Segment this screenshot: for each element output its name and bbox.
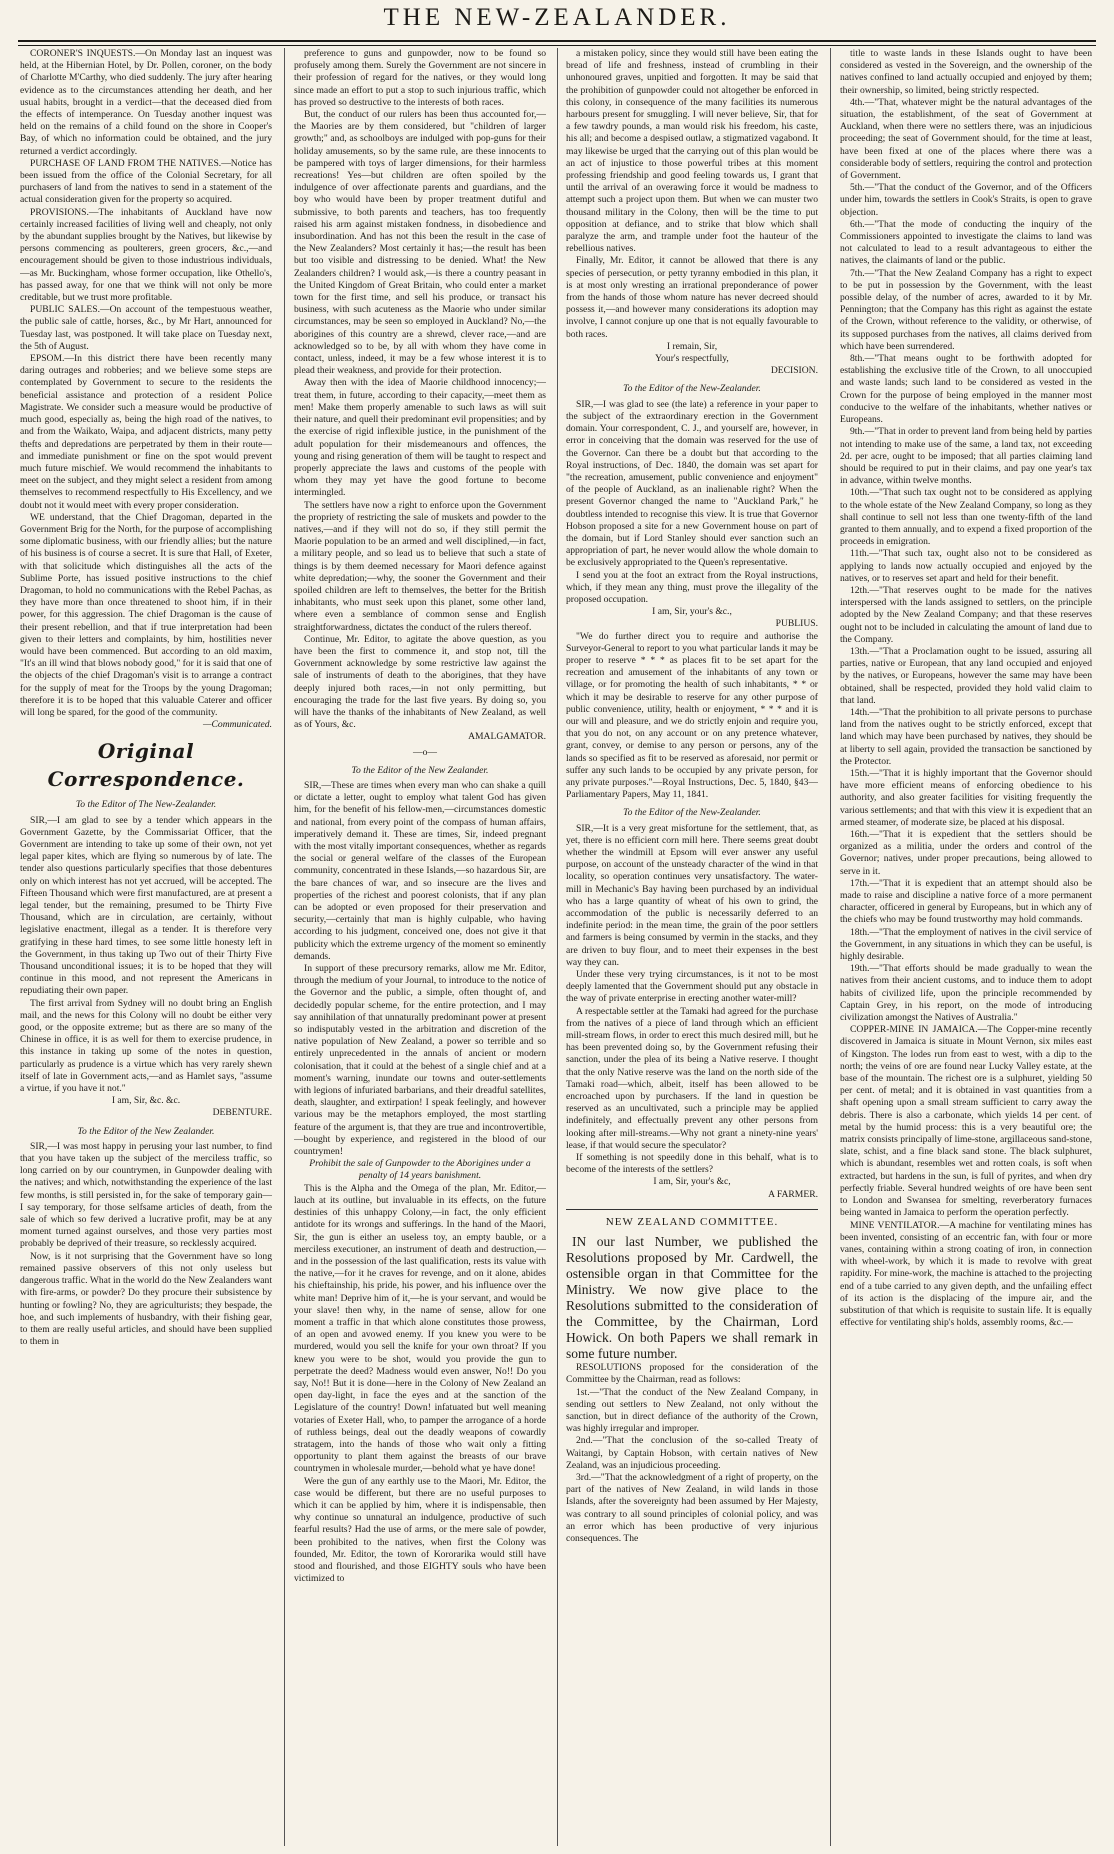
column-2 bbox=[294, 48, 546, 1848]
resolution-item: 12th.—"That reserves ought to be made for the natives interspersed with the lands assigned to settlers, on the principle adopted by the New Zealand Company; and that these reserves ought not to be included in calculating the amount of land due to the Company. bbox=[840, 584, 1092, 645]
resolution-item: 17th.—"That it is expedient that an attempt should also be made to raise and discipline a native force of a more permanent character, officered in general by Europeans, but in which any of the chiefs who may be found trustworthy may hold commands. bbox=[840, 877, 1092, 926]
letter-paragraph: SIR,—These are times when every man who can shake a quill or dictate a letter, ought to employ what talent God has given him, for the benefit of his fellow-men,—circumstances domestic and national, from every point of the compass of human affairs, imperatively demand it. These are times, Sir, indeed pregnant with the most vitally important consequences, whether as regards the social or general welfare of the classes of the European community, concentrated in these Islands,—so hazardous Sir, are the bare chances of war, and so insecure are the lives and properties of the richest and poorest colonists, that if any plan can be adopted or even proposed for their preservation and security,—certainly that man is highly culpable, who having according to his judgment, conceived one, does not give it that publicity which the extreme urgency of the moment so eminently demands. bbox=[294, 779, 546, 962]
letter-heading: To the Editor of the New Zealander. bbox=[351, 764, 489, 776]
resolution-item: 3rd.—"That the acknowledgment of a right of property, on the part of the natives of New Zealand, in wild lands in those Islands, after the sovereignty had been assumed by Her Majesty, was contrary to all sound principles of colonial policy, and was an error which has been productive of very injurious consequences. The bbox=[566, 1471, 818, 1544]
letter-closing: I am, Sir, your's &c, bbox=[653, 1176, 731, 1188]
resolution-item: 6th.—"That the mode of conducting the inquiry of the Commissioners appointed to investigate the claims to land was not calculated to lead to a result advantageous to either the natives, the claimants of land or the public. bbox=[840, 218, 1092, 267]
resolution-item: 15th.—"That it is highly important that the Governor should have more efficient means of enforcing obedience to his authority, and also greater facilities for visiting frequently the various settlements; and that with this view it is expedient that an armed steamer, of moderate size, be placed at his disposal. bbox=[840, 767, 1092, 828]
resolution-item: 16th.—"That it is expedient that the settlers should be organized as a militia, under the orders and control of the Governor; natives, under proper precautions, being allowed to serve in it. bbox=[840, 829, 1092, 877]
resolution-item: 4th.—"That, whatever might be the natural advantages of the situation, the establishment, of the seat of Government at Auckland, when there were no settlers there, was an injudicious proceeding; the seat of Government should, for the time at least, have been fixed at one of the places where there was a considerable body of settlers, requiring the control and protection of Government. bbox=[840, 96, 1092, 182]
resolution-item: 10th.—"That such tax ought not to be considered as applying to the whole estate of the New Zealand Company, so long as they shall continue to sell not less than one twenty-fifth of the land granted to them annually, and to expend a fixed proportion of the proceeds in emigration. bbox=[840, 487, 1092, 548]
resolution-item: 7th.—"That the New Zealand Company has a right to expect to be put in possession by the Government, with the least possible delay, of the number of acres, awarded to it by Mr. Pennington; that the Company has this right as against the estate of the Crown, without reference to the validity, or otherwise, of its supposed purchases from the natives, all claims derived from which have been surrendered. bbox=[840, 267, 1092, 352]
letter-paragraph: Now, is it not surprising that the Government have so long remained passive observers of this not only useless but dangerous traffic. What in the world do the New Zealanders want with fire-arms, or powder? Do they procure their subsistence by hunting or fowling? No, they are agriculturists; they bespade, the hoe, and such implements of husbandry, with their fishing gear, to them are really useful articles, and should have been supplied to them in bbox=[20, 1250, 272, 1348]
resolution-item: 8th.—"That means ought to be forthwith adopted for establishing the exclusive title of the Crown, to all unoccupied and waste lands; such land to be considered as vested in the Crown for the purpose of being employed in the manner most conducive to the welfare of the inhabitants, whether natives or Europeans. bbox=[840, 353, 1092, 426]
letter-closing: Your's respectfully, bbox=[655, 353, 729, 365]
letter-heading: To the Editor of The New-Zealander. bbox=[75, 799, 217, 811]
letter-paragraph: But, the conduct of our rulers has been thus accounted for,—the Maories are by them considered, but "children of larger growth;" and, as schoolboys are indulged with pop-guns for their holiday amusements, so by the same rule, are these innocents to be pampered with toys of larger dimensions, for their harmless recreations! Yes—but children are often spoiled by the indulgence of over affectionate parents and guardians, and the boy who would have been by proper treatment dutiful and submissive, to both parents and teachers, has too frequently raised his arm against mistaken fondness, in disobedience and insubordination. And has not this been the result in the case of the New Zealanders? Most certainly it has;—the result has been but too visible and distressing to be denied. What! the New Zealanders children? I would ask,—is there a country peasant in the United Kingdom of Great Britain, who could enter a market town for the first time, and sell his produce, or transact his business, with such acuteness as the Maorie who under similar circumstances, may be seen so employed in Auckland? No,—the aborigines of this country are a shrewd, clever race,—and are acknowledged so to be, by all with whom they have come in contact, unless, indeed, it may be a few whose interest it is to plead their weakness, and provide for their protection. bbox=[294, 109, 546, 377]
masthead: THE NEW-ZEALANDER. bbox=[383, 4, 731, 31]
letter-emphasis: Prohibit the sale of Gunpowder to the Aborigines under a penalty of 14 years banishment. bbox=[309, 1158, 531, 1182]
section-title-new-zealand-committee: NEW ZEALAND COMMITTEE. bbox=[566, 1209, 818, 1228]
resolution-item: 19th.—"That efforts should be made gradually to wean the natives from their ancient customs, and to induce them to adopt habits of civilized life, upon the principle recommended by Captain Grey, in his report, on the mode of introducing civilization amongst the Natives of Australia." bbox=[840, 963, 1092, 1024]
resolution-item: 5th.—"That the conduct of the Governor, and of the Officers under him, towards the settlers in Cook's Straits, is open to grave objection. bbox=[840, 182, 1092, 218]
divider: —o— bbox=[413, 746, 437, 758]
letter-paragraph: SIR,—I was glad to see (the late) a reference in your paper to the subject of the extraordinary erection in the Government domain. Your correspondent, C. J., and yourself are, however, in error in conceiving that the domain was reserved for the use of the Governor. Can there be a doubt but that according to the Royal instructions, of Dec. 1840, the domain was set apart for "the recreation, amusement, public convenience and enjoyment" of the people of Auckland, as an inalienable right? When the present Governor changed the name to "Auckland Park," he doubtless intended to recognise this view. It is true that Governor Hobson proposed a site for a new Government house on part of the domain, but if Lord Stanley should ever sanction such an appropriation of part, he never would allow the whole domain to be exclusively appropriated to the Queen's representative. bbox=[566, 398, 818, 569]
letter-paragraph: SIR,—It is a very great misfortune for the settlement, that, as yet, there is no efficient corn mill here. There seems great doubt whether the windmill at Epsom will ever answer any useful purpose, on account of the unsteady character of the wind in that locality, so operation continues very unsatisfactory. The water-mill in Mechanic's Bay having been purchased by an individual who has a large quantity of wheat of his own to grind, the accommodation of the public is necessarily deferred to an indefinite period: in the mean time, the grain of the poor settlers and farmers is being consumed by vermin in the stacks, and they are driven to buy flour, and to meet their expenses in the best way they can. bbox=[566, 822, 818, 968]
committee-intro: IN our last Number, we published the Resolutions proposed by Mr. Cardwell, the ostensible organ in that Committee for the Ministry. We now give place to the Resolutions submitted to the consideration of the Committee, by the Chairman, Lord Howick. On both Papers we shall remark in some future number. bbox=[566, 1234, 818, 1362]
letter-paragraph: Were the gun of any earthly use to the Maori, Mr. Editor, the case would be different, but there are no useful purposes to which it can be applied by him, where it is indispensable, then why continue so unnatural an indulgence, productive of such fearful results? Had the use of arms, or the mere sale of powder, been prohibited to the natives, when first the Colony was founded, Mr. Editor, the town of Kororarika would still have stood and flourished, and those EIGHTY souls who have been victimized to bbox=[294, 1475, 546, 1585]
column-4 bbox=[840, 48, 1092, 1848]
letter-heading: To the Editor of the New-Zealander. bbox=[623, 807, 761, 819]
resolution-item: 14th.—"That the prohibition to all private persons to purchase land from the natives ought to be strictly enforced, except that land which may have been purchased by natives, they should be at liberty to sell again, provided the transaction be sanctioned by the Protector. bbox=[840, 706, 1092, 767]
column-rule bbox=[557, 48, 558, 1846]
resolution-item: 11th.—"That such tax, ought also not to be considered as applying to lands now actually occupied and enjoyed by the natives, or to reserves set apart and held for their benefit. bbox=[840, 548, 1092, 584]
letter-paragraph: I send you at the foot an extract from the Royal instructions, which, if they mean any thing, must prove the illegality of the proposed occupation. bbox=[566, 569, 818, 605]
letter-paragraph: The first arrival from Sydney will no doubt bring an English mail, and the news for this Colony will no doubt be either very good, or the opposite extreme; but as there are so many of the Chinese in office, it is as well for them to exercise prudence, in this instance in taking up some of the notes in question, particularly as prudence is a virtue which has very rarely shewn itself of late in Government acts,—and as Hamlet says, "assume a virtue, if you have it not." bbox=[20, 997, 272, 1095]
letter-paragraph: Finally, Mr. Editor, it cannot be allowed that there is any species of persecution, or petty tyranny embodied in this plan, it is at most only wresting an irrational preponderance of power from the hands of those whom nature has never decreed should possess it,—and however many considerations its adoption may involve, I cannot conjure up one that is not equally favourable to both races. bbox=[566, 255, 818, 340]
letter-paragraph: SIR,—I am glad to see by a tender which appears in the Government Gazette, by the Commissariat Officer, that the Government are intending to take up some of their own, not yet legal paper kites, which are flying so numerous by of late. The tender also questions particularly specifies that those debentures only on which interest has not yet accrued, will be accepted. The Fifteen Thousand which were first manufactured, are at present a legal tender, but the remaining, presumed to be Thirty Five Thousand, which are in circulation, are certainly, without legislative enactment, illegal as a tender. It is therefore very gratifying in these hard times, to see some little honesty left in the Government, in thus taking up Two out of their Thirty Five Thousand unconditional issues; it is to be hoped that they will continue in this mood, and not represent the Americans in repudiating their own paper. bbox=[20, 814, 272, 997]
letter-paragraph: Under these very trying circumstances, is it not to be most deeply lamented that the Government should put any obstacle in the way of private enterprise in erecting another water-mill? bbox=[566, 969, 818, 1005]
letter-closing: I am, Sir, &c. &c. bbox=[111, 1095, 181, 1107]
resolution-item: title to waste lands in these Islands ought to have been considered as vested in the Sovereign, and the ownership of the natives confined to land actually occupied and enjoyed by them; their ownership, so limited, being strictly respected. bbox=[840, 48, 1092, 96]
letter-paragraph: preference to guns and gunpowder, now to be found so profusely among them. Surely the Government are not sincere in their profession of regard for the natives, or they would long since made an effort to put a stop to such injurious traffic, which has proved so destructive to the interests of both races. bbox=[294, 48, 546, 108]
article-signature: —Communicated. bbox=[202, 719, 272, 731]
column-rule bbox=[284, 48, 285, 1846]
letter-signature: DEBENTURE. bbox=[212, 1107, 272, 1119]
article-chief-dragoman: WE understand, that the Chief Dragoman, departed in the Government Brig for the North, for the purpose of accomplishing some diplomatic business, with our friendly allies; but the nature of his business is of course a secret. It is sure that Hall, of Exeter, with that solicitude which distinguishes all the acts of the Sublime Porte, has issued positive instructions to the chief Dragoman, to hold no communications with the Rebel Pachas, as they have more than once threatened to shoot him, if in their power, for this aggression. The chief Dragoman is the cause of their present rebellion, and that if true interpretation had been given to their letters and complaints, by him, hostilities never would have been commenced. But according to an old maxim, "It's an ill wind that blows nobody good," for it is said that one of the objects of the chief Dragoman's visit is to arrange a contract for the supply of meat for the Troops by the young Dragoman; therefore it is to be hoped that this valuable Caterer and officer will long be spared, for the good of the community. bbox=[20, 511, 272, 718]
section-title-original-correspondence: Original Correspondence. bbox=[47, 739, 245, 792]
quoted-instructions: "We do further direct you to require and authorise the Surveyor-General to report to you what particular lands it may be proper to reserve * * * as places fit to be set apart for the recreation and amusement of the inhabitants of any town or village, or for promoting the health of such inhabitants, * * or which it may be desirable to reserve for any other purpose of public convenience, utility, health or enjoyment, * * * and it is our will and pleasure, and we do strictly enjoin and require you, that you do not, on any account or on any pretence whatever, grant, convey, or demise to any person or persons, any of the lands so specified as fit to be reserved as aforesaid, nor permit or suffer any such lands to be occupied by any private person, for any private purposes."—Royal Instructions, Dec. 5, 1840, §43—Parliamentary Papers, May 11, 1841. bbox=[566, 630, 818, 801]
letter-paragraph: Away then with the idea of Maorie childhood innocency;—treat them, in future, according to their capacity,—meet them as men! Make them properly amenable to such laws as will suit their nature, and quell their predominant evil propensities; and by the exercise of rigid inflexible justice, in the punishment of the adult population for their misdemeanours and offences, the young and rising generation of them will be taught to respect and properly appreciate the laws and customs of the people with whom they may yet have the good fortune to become intermingled. bbox=[294, 377, 546, 499]
letter-closing: I remain, Sir, bbox=[666, 340, 718, 352]
letter-paragraph: The settlers have now a right to enforce upon the Government the propriety of restricting the sale of muskets and powder to the natives,—and if they will not do so, if they still permit the Maorie population to be an armed and well disciplined,—in fact, a military people, and so lead us to believe that such a state of things is by them deemed necessary for Maori defence against white depredation;—why, the sooner the Government and their spoiled children are left to themselves, the better for the British inhabitants, who must seek upon this planet, some other land, where even a semblance of common sense and English straightforwardness, dictates the conduct of the rulers thereof. bbox=[294, 499, 546, 633]
resolution-item: 2nd.—"That the conclusion of the so-called Treaty of Waitangi, by Captain Hobson, with certain natives of New Zealand, was an injudicious proceeding. bbox=[566, 1435, 818, 1471]
article-provisions: PROVISIONS.—The inhabitants of Auckland have now certainly increased facilities of living well and cheaply, not only by the abundant supplies brought by the Natives, but likewise by persons commencing as poulterers, green grocers, &c.,—and encouragement should be given to those industrious individuals,—as Mr. Buckingham, whose former occupation, like Othello's, has passed away, for one that we think will not only be more creditable, but we trust more profitable. bbox=[20, 206, 272, 304]
letter-heading: To the Editor of the New Zealander. bbox=[77, 1125, 215, 1137]
letter-paragraph: This is the Alpha and the Omega of the plan, Mr. Editor,—lauch at its outline, but invaluable in its effects, on the future destinies of this unhappy Colony,—in fact, the only efficient antidote for its wrongs and sufferings. In the hand of the Maori, Sir, the gun is either an useless toy, an empty bauble, or a merciless executioner, an instrument of death and destruction,—and in the possession of the last qualification, rests its value with the native,—for it he craves for revenge, and on it alone, abides his chieftainship, his pride, his power, and his influence over the white man! Deprive him of it,—he is your servant, and would be your slave! then why, in the name of sense, allow for one moment a traffic in that which alone constitutes those prowess, of an open and avowed enemy. If you knew you were to be murdered, would you sell the knife for your own throat? If you knew you were to be shot, would you provide the gun to perpetrate the deed? Madness would even answer, No!! Do you say, No!! But it is done—here in the Colony of New Zealand an open day-light, in face the eyes and at the sanction of the Legislature of the country! Down! infatuated but well meaning votaries of Exeter Hall, who, to pamper the arrogance of a horde of ruthless beings, deal out the deadly weapons of cowardly stratagem, into the hands of those who wait only a fitting opportunity to plant them against the breasts of our brave countrymen in wholesale murder,—behold what ye have done! bbox=[294, 1182, 546, 1475]
resolutions-intro: RESOLUTIONS proposed for the consideration of the Committee by the Chairman, read as follows: bbox=[566, 1362, 818, 1386]
letter-heading: To the Editor of the New-Zealander. bbox=[623, 383, 761, 395]
letter-paragraph: In support of these precursory remarks, allow me Mr. Editor, through the medium of your Journal, to introduce to the notice of the Governor and the public, a simple, often thought of, and decidedly popular scheme, for the entire protection, and I may say annihilation of that unnaturally predominant power at present so indisputably vested in the arbitration and discretion of the native population of New Zealand, a power so terrible and so entirely unprecedented in the annals of ancient or modern colonisation, that it could at the behest of a single chief and at a moment's warning, inundate our towns and outer-settlements with legions of infuriated barbarians, and their dreadful satellites, death, slaughter, and extirpation! I speak feelingly, and however various may be the metaphors employed, the most startling feature of the argument is, that they are true and incontrovertible,—bought by experience, and registered in the blood of our countrymen! bbox=[294, 963, 546, 1158]
resolution-item: 13th.—"That a Proclamation ought to be issued, assuring all parties, native or European, that any land occupied and enjoyed by the natives, or Europeans, however the same may have been obtained, shall be respected, provided they hold valid claim to that land. bbox=[840, 645, 1092, 706]
column-3 bbox=[566, 48, 818, 1848]
column-1 bbox=[20, 48, 272, 1848]
letter-paragraph: If something is not speedily done in this behalf, what is to become of the interests of the settlers? bbox=[566, 1152, 818, 1176]
column-rule bbox=[830, 48, 831, 1846]
article-mine-ventilator: MINE VENTILATOR.—A machine for ventilating mines has been invented, consisting of an eccentric fan, with four or more vanes, containing within a strong coating of iron, in connection with wheel-work, by which it is made to revolve with great rapidity. For mine-work, the machine is attached to the projecting end of a tube carried to any given depth, and the unfailing effect of its action is the displacing of the impure air, and the substitution of that which is requisite to sustain life. It is equally effective for ventilating ship's holds, assembly rooms, &c.— bbox=[840, 1219, 1092, 1329]
resolution-item: 9th.—"That in order to prevent land from being held by parties not intending to make use of the same, a land tax, not exceeding 2d. per acre, ought to be imposed; that all parties claiming land should be required to put in their claims, and pay one year's tax in advance, within twelve months. bbox=[840, 426, 1092, 487]
article-epsom: EPSOM.—In this district there have been recently many daring outrages and robberies; and we believe some steps are contemplated by Government to secure to the residents the beneficial assistance and protection of a resident Police Magistrate. We consider such a measure would be productive of much good, especially as, being the high road of the natives, to and from the Waikato, Waipa, and adjacent districts, many petty thefts and depredations are perpetrated by them in their route—and immediate punishment or fine on the spot would prevent much future mischief. We would recommend the inhabitants to meet on the subject, and they might select a resident from among themselves to recommend respectfully to His Excellency, and we doubt not it would meet with every proper consideration. bbox=[20, 353, 272, 511]
letter-paragraph: SIR,—I was most happy in perusing your last number, to find that you have taken up the subject of the merciless traffic, so long carried on by our countrymen, in Gunpowder dealing with the natives; and which, notwithstanding the experience of the last few months, is still persisted in, for the sake of temporary gain—I say temporary, for those selfsame articles of death, from the sale of which so few derived a lucrative profit, may be at any moment turned against ourselves, and those very parties most probably be deprived of their treasure, so recklessly acquired. bbox=[20, 1140, 272, 1250]
article-copper-mine: COPPER-MINE IN JAMAICA.—The Copper-mine recently discovered in Jamaica is situate in Mount Vernon, six miles east of Kingston. The lodes run from east to west, with a dip to the north; the veins of ore are found near Lucky Valley estate, at the base of the mountain. The richest ore is a sulphuret, yielding 50 per cent. of metal; and it is obtained in vast quantities from a shaft opening upon a small stream sufficient to carry away the debris. There is also a carbonate, which yields 14 per cent. of metal by the humid process: this is a very beautiful ore; the matrix consists principally of lime-stone, argillaceous sand-stone, slate, schist, and a fine black sand stone. The black sulphuret, which is abundant, resembles wet and rotten coals, is soft when extracted, but hardens in the sun, is full of pyrites, and when dry perfectly friable. Several hundred weights of ore have been sent to London and Swansea for smelting, reverberatory furnaces being wanted in Jamaica to perform the operation perfectly. bbox=[840, 1024, 1092, 1219]
letter-signature: A FARMER. bbox=[768, 1188, 818, 1200]
letter-signature: AMALGAMATOR. bbox=[468, 731, 546, 743]
masthead-rule bbox=[18, 40, 1096, 46]
resolution-item: 18th.—"That the employment of natives in the civil service of the Government, in any situations in which they can be useful, is highly desirable. bbox=[840, 926, 1092, 963]
article-purchase-of-land: PURCHASE OF LAND FROM THE NATIVES.—Notice has been issued from the office of the Colonial Secretary, for all purchasers of land from the natives to send in a statement of the actual consideration given for the property so acquired. bbox=[20, 157, 272, 206]
letter-paragraph: a mistaken policy, since they would still have been eating the bread of life and freshness, instead of crumbling in their unhonoured graves, unpitied and forgotten. It may be said that the prohibition of gunpowder could not altogether be enforced in this colony, in consequence of the many facilities its numerous harbours present for smuggling. I will never believe, Sir, that for a few tawdry pounds, a man would risk his freedom, his caste, his all; and become a despised outlaw, a stigmatized vagabond. It may likewise be urged that the carrying out of this plan would be an act of injustice to those powerful tribes at this moment professing friendship and good feeling towards us, I grant that until the arrival of an overawing force it would be madness to attempt such a project upon them. But when we can muster two thousand military in the Colony, then will be the time to put opposition at defiance, and to strike that blow which shall paralyze the arm, and trample under foot the hauteur of the rebellious natives. bbox=[566, 48, 818, 255]
letter-signature: PUBLIUS. bbox=[775, 618, 818, 630]
article-coroners-inquests: CORONER'S INQUESTS.—On Monday last an inquest was held, at the Hibernian Hotel, by Dr. Pollen, coroner, on the body of Charlotte M'Carthy, who died suddenly. The jury after hearing evidence as to the circumstances attending her death, and her usual habits, brought in a verdict—that the deceased died from the effects of intemperance. On Tuesday another inquest was held on the remains of a child found on the shore in Cooper's Bay, of which no information could be obtained, and the jury returned a verdict accordingly. bbox=[20, 48, 272, 157]
letter-signature: DECISION. bbox=[770, 365, 818, 377]
letter-closing: I am, Sir, your's &c., bbox=[652, 606, 732, 618]
article-public-sales: PUBLIC SALES.—On account of the tempestuous weather, the public sale of cattle, horses, &c., by Mr Hart, announced for Tuesday last, was postponed. It will take place on Tuesday next, the 5th of August. bbox=[20, 304, 272, 352]
letter-paragraph: A respectable settler at the Tamaki had agreed for the purchase from the natives of a piece of land through which an efficient mill-stream flows, in order to erect this much desired mill, but he has been prevented doing so, by the Government refusing their sanction, under the plea of its being a Native reserve. I thought that the only Native reserve was the land on the north side of the Tamaki road—which, albeit, itself has been allowed to be encroached upon by purchasers. If the land in question be reserved as an uncultivated, such a principle may be applied indefinitely, and effectually prevent any other persons from looking after mill-streams.—Why not grant a ninety-nine years' lease, if that would secure the speculator? bbox=[566, 1005, 818, 1151]
letter-paragraph: Continue, Mr. Editor, to agitate the above question, as you have been the first to commence it, and stop not, till the Government acknowledge by some restrictive law against the sale of instruments of death to the aborigines, that they have deeply injured both races,—in not only permitting, but encouraging the trade for the last five years. By doing so, you will have the thanks of the inhabitants of New Zealand, as well as of Yours, &c. bbox=[294, 633, 546, 731]
resolution-item: 1st.—"That the conduct of the New Zealand Company, in sending out settlers to New Zealand, not only without the sanction, but in direct defiance of the authority of the Crown, was highly irregular and improper. bbox=[566, 1386, 818, 1435]
